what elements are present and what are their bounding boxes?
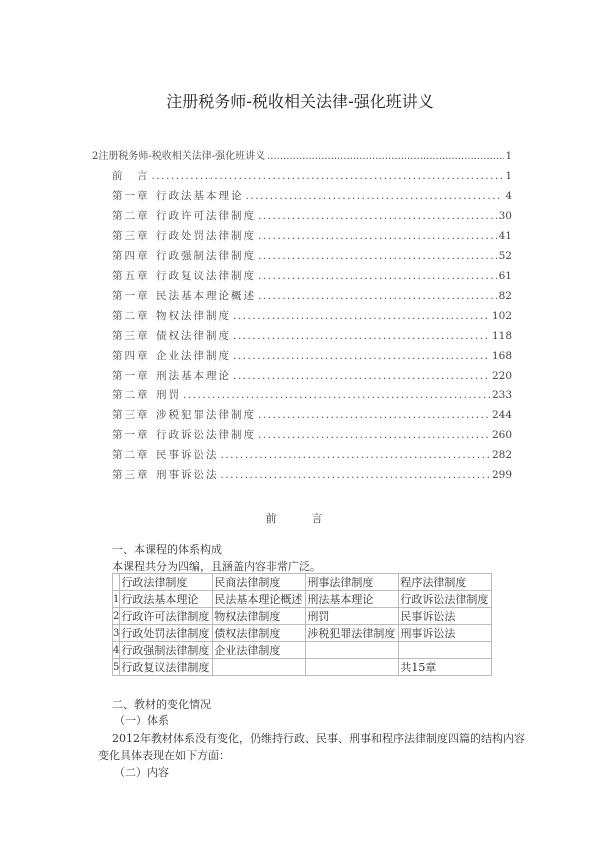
table-cell [399, 642, 492, 659]
toc-leader [152, 170, 504, 182]
toc-entry[interactable] [112, 268, 512, 283]
toc-leader [258, 429, 490, 441]
toc-entry[interactable] [112, 467, 512, 482]
toc-leader [233, 370, 490, 382]
toc-chapter: 第二章 [112, 309, 150, 322]
table-cell: 民商法律制度 [213, 574, 306, 591]
toc-chapter: 第二章 [112, 449, 150, 462]
table-row [113, 659, 492, 676]
toc-entry[interactable] [112, 228, 512, 243]
row-number-cell: 2 [113, 608, 120, 625]
toc-entry[interactable] [112, 328, 512, 343]
toc-leader [258, 210, 497, 222]
toc-leader [258, 270, 497, 282]
table-cell: 企业法律制度 [213, 642, 306, 659]
toc-chapter: 第二章 [112, 389, 150, 402]
table-cell: 涉税犯罪法律制度 [306, 625, 399, 642]
toc-page: 4 [505, 189, 512, 202]
preface-heading: 前 言 [265, 512, 335, 525]
toc-title: 行政处罚法律制度 [156, 229, 256, 242]
toc-entry[interactable] [112, 168, 512, 183]
table-cell [306, 659, 399, 676]
toc-page: 52 [498, 249, 512, 262]
toc-page: 299 [491, 469, 512, 482]
toc-chapter: 第一章 [112, 189, 150, 202]
paragraph: 变化具体表现在如下方面： [98, 749, 230, 762]
table-cell: 程序法律制度 [399, 574, 492, 591]
toc-leader [258, 290, 497, 302]
table-cell [213, 659, 306, 676]
toc-entry[interactable] [112, 348, 512, 363]
table-row [113, 608, 492, 625]
toc-leader [233, 310, 490, 322]
toc-entry[interactable] [112, 407, 512, 422]
row-number-cell: 3 [113, 625, 120, 642]
row-number-cell: 4 [113, 642, 120, 659]
toc-chapter: 第三章 [112, 329, 150, 342]
subsection-heading: （二）内容 [114, 766, 169, 779]
toc-title: 刑法基本理论 [156, 369, 231, 382]
toc-title: 民法基本理论概述 [156, 289, 256, 302]
toc-leader [267, 151, 504, 162]
toc-chapter: 第一章 [112, 369, 150, 382]
row-number-cell: 1 [113, 591, 120, 608]
course-structure-table [112, 573, 492, 676]
table-cell: 刑事诉讼法 [399, 625, 492, 642]
table-cell: 共15章 [399, 659, 492, 676]
toc-entry[interactable] [112, 248, 512, 263]
table-cell: 刑事法律制度 [306, 574, 399, 591]
table-cell: 民法基本理论概述 [213, 591, 306, 608]
toc-page: 220 [491, 369, 512, 382]
table-cell: 行政强制法律制度 [120, 642, 213, 659]
section-heading: 一、本课程的体系构成 [112, 543, 222, 556]
document-title: 注册税务师-税收相关法律-强化班讲义 [166, 92, 434, 111]
toc-chapter: 第五章 [112, 269, 150, 282]
table-row [113, 625, 492, 642]
toc-main-entry[interactable] [92, 147, 512, 162]
table-row [113, 642, 492, 659]
toc-page: 82 [498, 289, 512, 302]
table-cell: 行政许可法律制度 [120, 608, 213, 625]
table-cell: 行政法基本理论 [120, 591, 213, 608]
toc-chapter: 第四章 [112, 349, 150, 362]
toc-title: 刑罚 [156, 389, 181, 402]
toc-title: 刑事诉讼法 [156, 469, 219, 482]
toc-page: 282 [491, 449, 512, 462]
table-cell: 物权法律制度 [213, 608, 306, 625]
row-number-cell [113, 574, 120, 591]
toc-page: 61 [498, 269, 512, 282]
table-cell: 行政诉讼法律制度 [399, 591, 492, 608]
row-number-cell: 5 [113, 659, 120, 676]
toc-title: 物权法律制度 [156, 309, 231, 322]
toc-leader [258, 250, 497, 262]
section-heading: 二、教材的变化情况 [112, 698, 211, 711]
toc-leader [246, 190, 504, 202]
toc-label: 2注册税务师-税收相关法律-强化班讲义 [92, 151, 266, 162]
table-cell: 民事诉讼法 [399, 608, 492, 625]
paragraph: 2012年教材体系没有变化，仍维持行政、民事、刑事和程序法律制度四篇的结构内容 [112, 732, 525, 745]
toc-entry[interactable] [112, 368, 512, 383]
toc-page: 102 [491, 309, 512, 322]
toc-page: 30 [498, 209, 512, 222]
table-row [113, 574, 492, 591]
toc-page: 233 [491, 389, 512, 402]
toc-page: 41 [498, 229, 512, 242]
toc-page: 1 [505, 170, 512, 182]
toc-page: 168 [491, 349, 512, 362]
toc-leader [233, 330, 490, 342]
toc-leader [233, 350, 490, 362]
table-cell: 行政法律制度 [120, 574, 213, 591]
toc-chapter: 第三章 [112, 409, 150, 422]
toc-page: 1 [505, 151, 512, 162]
toc-title: 行政法基本理论 [156, 189, 244, 202]
toc-title: 涉税犯罪法律制度 [156, 409, 256, 422]
toc-title: 民事诉讼法 [156, 449, 219, 462]
toc-title: 债权法律制度 [156, 329, 231, 342]
toc-entry[interactable] [112, 447, 512, 462]
toc-leader [221, 469, 490, 481]
toc-entry[interactable] [112, 308, 512, 323]
toc-chapter: 前 言 [112, 170, 150, 182]
toc-chapter: 第四章 [112, 249, 150, 262]
toc-chapter: 第三章 [112, 469, 150, 482]
toc-title: 行政复议法律制度 [156, 269, 256, 282]
toc-entry[interactable] [112, 387, 512, 402]
toc-page: 260 [491, 429, 512, 442]
toc-entry[interactable] [112, 427, 512, 442]
toc-chapter: 第三章 [112, 229, 150, 242]
table-cell [306, 642, 399, 659]
toc-chapter: 第二章 [112, 209, 150, 222]
toc-page: 244 [491, 409, 512, 422]
paragraph: 本课程共分为四编，且涵盖内容非常广泛。 [112, 560, 321, 573]
toc-leader [258, 409, 490, 421]
table-cell: 行政复议法律制度 [120, 659, 213, 676]
toc-entry[interactable] [112, 188, 512, 203]
table-row [113, 591, 492, 608]
toc-title: 行政诉讼法律制度 [156, 429, 256, 442]
toc-leader [258, 230, 497, 242]
table-cell: 刑罚 [306, 608, 399, 625]
toc-title: 行政强制法律制度 [156, 249, 256, 262]
toc-entry[interactable] [112, 208, 512, 223]
subsection-heading: （一）体系 [114, 714, 169, 727]
table-cell: 债权法律制度 [213, 625, 306, 642]
toc-title: 行政许可法律制度 [156, 209, 256, 222]
toc-chapter: 第一章 [112, 289, 150, 302]
toc-leader [183, 389, 490, 401]
toc-title: 企业法律制度 [156, 349, 231, 362]
table-cell: 刑法基本理论 [306, 591, 399, 608]
toc-page: 118 [491, 329, 512, 342]
toc-entry[interactable] [112, 288, 512, 303]
toc-chapter: 第一章 [112, 429, 150, 442]
toc-leader [221, 449, 490, 461]
table-cell: 行政处罚法律制度 [120, 625, 213, 642]
